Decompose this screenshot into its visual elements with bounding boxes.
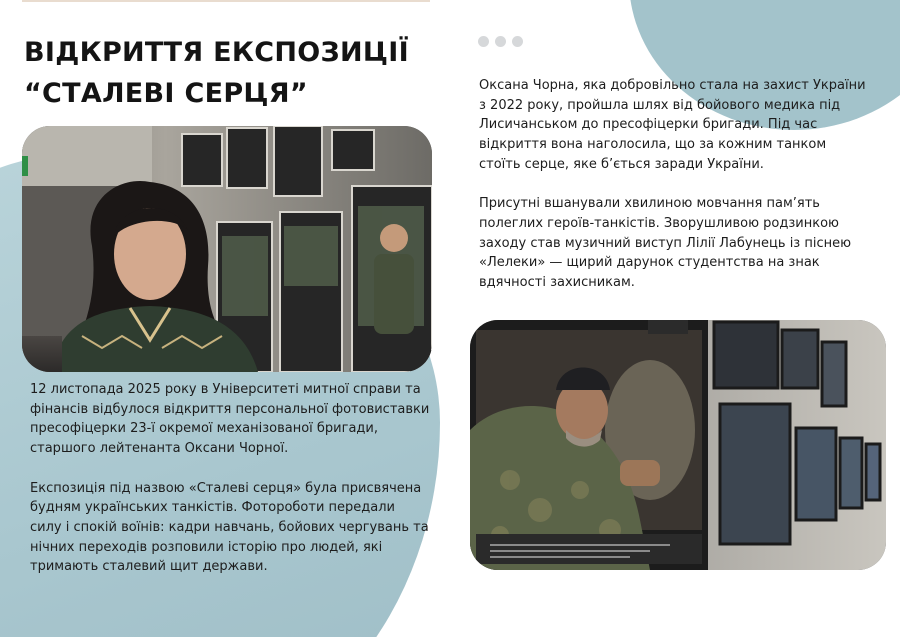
page-title: [24, 32, 434, 114]
left-body-text: [30, 380, 430, 577]
dot-3: [512, 36, 523, 47]
left-page: [0, 0, 449, 637]
dot-2: [495, 36, 506, 47]
dot-1: [478, 36, 489, 47]
portrait-illustration: [22, 126, 432, 372]
top-divider: [22, 0, 430, 2]
title-line-1: ВІДКРИТТЯ ЕКСПОЗИЦІЇ: [24, 37, 409, 68]
exhibition-illustration: [470, 320, 886, 570]
left-paragraph-1: 12 листопада 2025 року в Університеті митної справи та фінансів відбулося відкриття персональної фотовиставки пресофіцерки 23-ї окремої механізованої бригади, старшого лейтенанта Оксани Чорної.: [30, 382, 430, 457]
left-paragraph-2: Експозиція під назвою «Сталеві серця» була присвячена будням українських танкістів. Фотороботи передали силу і спокій воїнів: кадри навчань, бойових чергувань та нічних переходів розповили історію про людей, які тримають сталевий щит держави.: [30, 480, 429, 575]
portrait-photo: [22, 126, 432, 372]
exhibition-photo: [470, 320, 886, 570]
right-paragraph-1: Оксана Чорна, яка добровільно стала на захист України з 2022 року, пройшла шлях від бойового медика під Лисичанськом до пресофіцерки бригади. Під час відкриття вона наголосила, що за кожним танком стоїть серце, яке б’ється заради України.: [479, 78, 866, 172]
decorative-dots: [478, 36, 523, 47]
title-line-2: “СТАЛЕВІ СЕРЦЯ”: [24, 78, 308, 109]
right-paragraph-2: Присутні вшанували хвилиною мовчання пам’ять полеглих героїв-танкістів. Зворушливою родзинкою заходу став музичний виступ Лілії Лабунець із піснею «Лелеки» — щирий дарунок студентства на знак вдячності захисникам.: [479, 196, 852, 291]
right-body-text: [479, 76, 871, 293]
